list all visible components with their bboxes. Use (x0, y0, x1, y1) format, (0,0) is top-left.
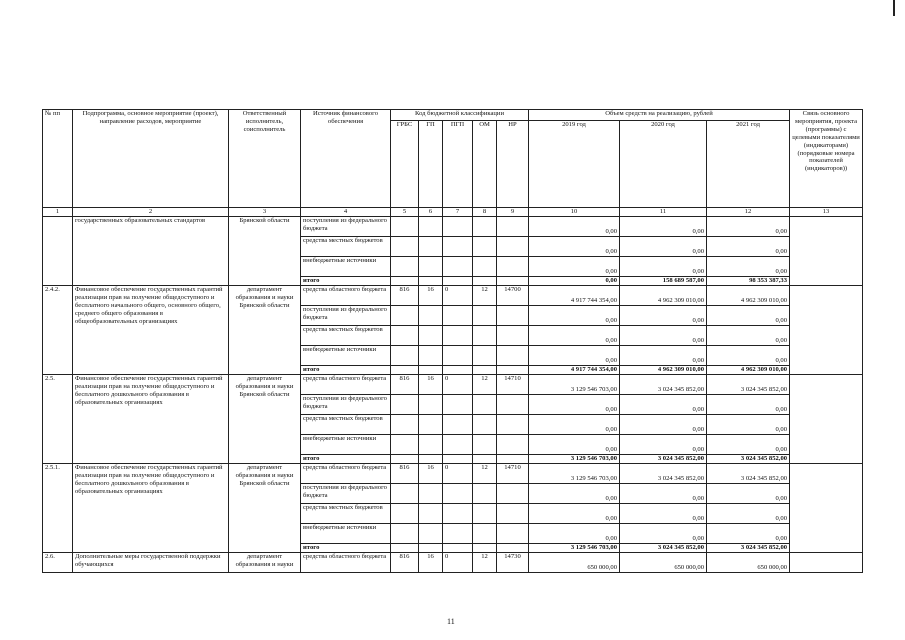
code-gp: 16 (419, 553, 443, 573)
code-gp (419, 366, 443, 375)
value-2019: 0,00 (529, 277, 620, 286)
table-row (43, 553, 863, 573)
code-pgp: 0 (443, 286, 473, 306)
header-2020: 2020 год (620, 121, 707, 208)
finance-source: итого (301, 544, 391, 553)
value-2020: 0,00 (620, 395, 707, 415)
value-2021: 3 024 345 852,00 (707, 464, 790, 484)
code-gp (419, 237, 443, 257)
code-pgp (443, 277, 473, 286)
value-2021: 0,00 (707, 346, 790, 366)
col-number: 5 (391, 208, 419, 217)
code-grbs: 816 (391, 553, 419, 573)
code-pgp (443, 346, 473, 366)
value-2021: 0,00 (707, 395, 790, 415)
code-gp (419, 415, 443, 435)
value-2020: 650 000,00 (620, 553, 707, 573)
code-nr (497, 435, 529, 455)
code-om (473, 415, 497, 435)
code-om: 12 (473, 286, 497, 306)
code-nr (497, 544, 529, 553)
program-name: государственных образовательных стандартов (73, 217, 229, 286)
value-2020: 0,00 (620, 217, 707, 237)
budget-table (42, 109, 863, 573)
code-nr: 14710 (497, 464, 529, 484)
code-om (473, 306, 497, 326)
finance-source: поступления из федерального бюджета (301, 484, 391, 504)
code-grbs (391, 346, 419, 366)
code-nr (497, 504, 529, 524)
header-source: Источник финансового обеспечения (301, 110, 391, 208)
program-name: Финансовое обеспечение государственных гарантий реализации прав на получение общедоступного и бесплатного дошкольного образования в образовательных организациях (73, 375, 229, 464)
code-grbs (391, 257, 419, 277)
col-number: 9 (497, 208, 529, 217)
col-number: 11 (620, 208, 707, 217)
value-2020: 0,00 (620, 257, 707, 277)
header-2021: 2021 год (707, 121, 790, 208)
code-om (473, 257, 497, 277)
executor: Брянской области (229, 217, 301, 286)
code-om: 12 (473, 553, 497, 573)
code-nr (497, 415, 529, 435)
code-gp (419, 455, 443, 464)
code-nr (497, 484, 529, 504)
code-grbs (391, 455, 419, 464)
code-nr (497, 326, 529, 346)
code-gp (419, 306, 443, 326)
value-2021: 98 353 387,33 (707, 277, 790, 286)
table-row (43, 286, 863, 306)
row-num: 2.5.1. (43, 464, 73, 553)
executor: департамент образования и науки Брянской области (229, 375, 301, 464)
value-2019: 0,00 (529, 415, 620, 435)
finance-source: поступления из федерального бюджета (301, 217, 391, 237)
col-number: 1 (43, 208, 73, 217)
program-name: Дополнительные меры государственной поддержки обучающихся (73, 553, 229, 573)
code-nr (497, 524, 529, 544)
value-2019: 4 917 744 354,00 (529, 366, 620, 375)
code-nr (497, 257, 529, 277)
code-nr: 14730 (497, 553, 529, 573)
value-2020: 3 024 345 852,00 (620, 455, 707, 464)
value-2020: 158 689 587,00 (620, 277, 707, 286)
code-grbs (391, 277, 419, 286)
header-pgp: ПГП (443, 121, 473, 208)
executor: департамент образования и науки Брянской области (229, 286, 301, 375)
value-2019: 0,00 (529, 524, 620, 544)
code-gp (419, 346, 443, 366)
column-numbers-row (43, 208, 863, 217)
code-nr (497, 455, 529, 464)
value-2019: 0,00 (529, 306, 620, 326)
value-2021: 0,00 (707, 257, 790, 277)
indicator-link (790, 553, 863, 573)
finance-source: внебюджетные источники (301, 524, 391, 544)
code-pgp (443, 237, 473, 257)
value-2019: 3 129 546 703,00 (529, 464, 620, 484)
header-nr: НР (497, 121, 529, 208)
value-2021: 0,00 (707, 435, 790, 455)
col-number: 12 (707, 208, 790, 217)
code-om (473, 395, 497, 415)
table-row (43, 464, 863, 484)
executor: департамент образования и науки (229, 553, 301, 573)
code-nr (497, 395, 529, 415)
code-nr (497, 237, 529, 257)
finance-source: средства областного бюджета (301, 375, 391, 395)
value-2021: 3 024 345 852,00 (707, 544, 790, 553)
code-nr (497, 306, 529, 326)
finance-source: средства местных бюджетов (301, 237, 391, 257)
indicator-link (790, 375, 863, 464)
code-om (473, 277, 497, 286)
code-pgp (443, 306, 473, 326)
code-gp (419, 257, 443, 277)
code-grbs (391, 217, 419, 237)
value-2020: 0,00 (620, 484, 707, 504)
code-pgp (443, 524, 473, 544)
code-pgp (443, 395, 473, 415)
code-nr (497, 277, 529, 286)
finance-source: итого (301, 366, 391, 375)
header-row (43, 110, 863, 121)
finance-source: итого (301, 277, 391, 286)
value-2021: 0,00 (707, 524, 790, 544)
code-om (473, 524, 497, 544)
indicator-link (790, 464, 863, 553)
row-num: 2.4.2. (43, 286, 73, 375)
col-number: 2 (73, 208, 229, 217)
code-om (473, 217, 497, 237)
code-grbs: 816 (391, 464, 419, 484)
code-om (473, 237, 497, 257)
finance-source: средства областного бюджета (301, 464, 391, 484)
col-number: 8 (473, 208, 497, 217)
page-number: 11 (447, 617, 455, 626)
code-pgp (443, 415, 473, 435)
finance-source: внебюджетные источники (301, 346, 391, 366)
col-number: 10 (529, 208, 620, 217)
code-pgp (443, 366, 473, 375)
code-om: 12 (473, 464, 497, 484)
code-gp (419, 504, 443, 524)
edge-mark (893, 0, 895, 16)
table-row (43, 375, 863, 395)
col-number: 13 (790, 208, 863, 217)
value-2019: 0,00 (529, 257, 620, 277)
code-grbs (391, 435, 419, 455)
code-pgp (443, 435, 473, 455)
code-grbs: 816 (391, 286, 419, 306)
value-2020: 0,00 (620, 524, 707, 544)
code-grbs (391, 395, 419, 415)
value-2019: 0,00 (529, 504, 620, 524)
value-2019: 3 129 546 703,00 (529, 375, 620, 395)
code-gp: 16 (419, 286, 443, 306)
indicator-link (790, 286, 863, 375)
value-2021: 3 024 345 852,00 (707, 375, 790, 395)
value-2019: 0,00 (529, 395, 620, 415)
code-om: 12 (473, 375, 497, 395)
code-grbs (391, 237, 419, 257)
code-nr (497, 217, 529, 237)
code-nr: 14710 (497, 375, 529, 395)
row-num: 2.5. (43, 375, 73, 464)
value-2020: 0,00 (620, 415, 707, 435)
value-2019: 0,00 (529, 484, 620, 504)
header-grbs: ГРБС (391, 121, 419, 208)
header-volume: Объем средств на реализацию, рублей (529, 110, 790, 121)
header-budget-code: Код бюджетной классификации (391, 110, 529, 121)
header-program: Подпрограмма, основное мероприятие (проект), направление расходов, мероприятие (73, 110, 229, 208)
executor: департамент образования и науки Брянской области (229, 464, 301, 553)
col-number: 6 (419, 208, 443, 217)
code-om (473, 366, 497, 375)
table-row (43, 217, 863, 237)
row-num (43, 217, 73, 286)
value-2020: 0,00 (620, 326, 707, 346)
code-pgp (443, 544, 473, 553)
value-2021: 0,00 (707, 217, 790, 237)
code-nr: 14700 (497, 286, 529, 306)
code-grbs (391, 524, 419, 544)
value-2019: 0,00 (529, 326, 620, 346)
code-pgp (443, 484, 473, 504)
value-2019: 0,00 (529, 346, 620, 366)
header-2019: 2019 год (529, 121, 620, 208)
value-2021: 4 962 309 010,00 (707, 286, 790, 306)
value-2021: 0,00 (707, 484, 790, 504)
value-2019: 3 129 546 703,00 (529, 455, 620, 464)
code-grbs: 816 (391, 375, 419, 395)
code-gp (419, 544, 443, 553)
header-gp: ГП (419, 121, 443, 208)
value-2020: 0,00 (620, 435, 707, 455)
code-gp (419, 217, 443, 237)
value-2020: 4 962 309 010,00 (620, 366, 707, 375)
code-pgp: 0 (443, 553, 473, 573)
code-pgp (443, 504, 473, 524)
code-om (473, 504, 497, 524)
code-grbs (391, 484, 419, 504)
code-gp (419, 326, 443, 346)
value-2021: 0,00 (707, 237, 790, 257)
code-gp (419, 484, 443, 504)
indicator-link (790, 217, 863, 286)
value-2021: 0,00 (707, 306, 790, 326)
finance-source: средства местных бюджетов (301, 326, 391, 346)
value-2021: 0,00 (707, 415, 790, 435)
value-2020: 0,00 (620, 237, 707, 257)
program-name: Финансовое обеспечение государственных гарантий реализации прав на получение общедоступного и бесплатного дошкольного образования в образовательных организациях (73, 464, 229, 553)
col-number: 7 (443, 208, 473, 217)
code-grbs (391, 504, 419, 524)
value-2020: 0,00 (620, 306, 707, 326)
code-pgp (443, 326, 473, 346)
finance-source: средства местных бюджетов (301, 415, 391, 435)
header-executor: Ответственный исполнитель, соисполнитель (229, 110, 301, 208)
code-gp (419, 395, 443, 415)
code-om (473, 346, 497, 366)
value-2020: 3 024 345 852,00 (620, 544, 707, 553)
code-grbs (391, 326, 419, 346)
finance-source: поступления из федерального бюджета (301, 306, 391, 326)
finance-source: средства местных бюджетов (301, 504, 391, 524)
code-nr (497, 366, 529, 375)
value-2019: 3 129 546 703,00 (529, 544, 620, 553)
finance-source: внебюджетные источники (301, 257, 391, 277)
code-om (473, 455, 497, 464)
code-grbs (391, 544, 419, 553)
row-num: 2.6. (43, 553, 73, 573)
header-link: Связь основного мероприятия, проекта (программы) с целевыми показателями (индикаторами) (порядковые номера показателей (индикаторов)) (790, 110, 863, 208)
value-2019: 0,00 (529, 237, 620, 257)
value-2020: 3 024 345 852,00 (620, 464, 707, 484)
finance-source: средства областного бюджета (301, 553, 391, 573)
code-pgp: 0 (443, 375, 473, 395)
value-2019: 0,00 (529, 435, 620, 455)
finance-source: итого (301, 455, 391, 464)
col-number: 4 (301, 208, 391, 217)
code-grbs (391, 306, 419, 326)
code-gp: 16 (419, 375, 443, 395)
code-pgp: 0 (443, 464, 473, 484)
code-om (473, 326, 497, 346)
finance-source: средства областного бюджета (301, 286, 391, 306)
code-om (473, 544, 497, 553)
value-2020: 0,00 (620, 346, 707, 366)
header-num: № пп (43, 110, 73, 208)
col-number: 3 (229, 208, 301, 217)
value-2019: 4 917 744 354,00 (529, 286, 620, 306)
code-grbs (391, 415, 419, 435)
code-om (473, 484, 497, 504)
code-gp: 16 (419, 464, 443, 484)
code-pgp (443, 257, 473, 277)
program-name: Финансовое обеспечение государственных гарантий реализации прав на получение общедоступного и бесплатного начального общего, основного общего, среднего общего образования в общеобразовательных организациях (73, 286, 229, 375)
value-2020: 3 024 345 852,00 (620, 375, 707, 395)
code-gp (419, 435, 443, 455)
value-2020: 4 962 309 010,00 (620, 286, 707, 306)
code-pgp (443, 217, 473, 237)
code-om (473, 435, 497, 455)
code-gp (419, 524, 443, 544)
code-gp (419, 277, 443, 286)
code-grbs (391, 366, 419, 375)
value-2021: 3 024 345 852,00 (707, 455, 790, 464)
finance-source: поступления из федерального бюджета (301, 395, 391, 415)
value-2019: 650 000,00 (529, 553, 620, 573)
value-2021: 0,00 (707, 504, 790, 524)
code-nr (497, 346, 529, 366)
value-2019: 0,00 (529, 217, 620, 237)
code-pgp (443, 455, 473, 464)
value-2020: 0,00 (620, 504, 707, 524)
value-2021: 0,00 (707, 326, 790, 346)
value-2021: 650 000,00 (707, 553, 790, 573)
value-2021: 4 962 309 010,00 (707, 366, 790, 375)
header-om: ОМ (473, 121, 497, 208)
finance-source: внебюджетные источники (301, 435, 391, 455)
